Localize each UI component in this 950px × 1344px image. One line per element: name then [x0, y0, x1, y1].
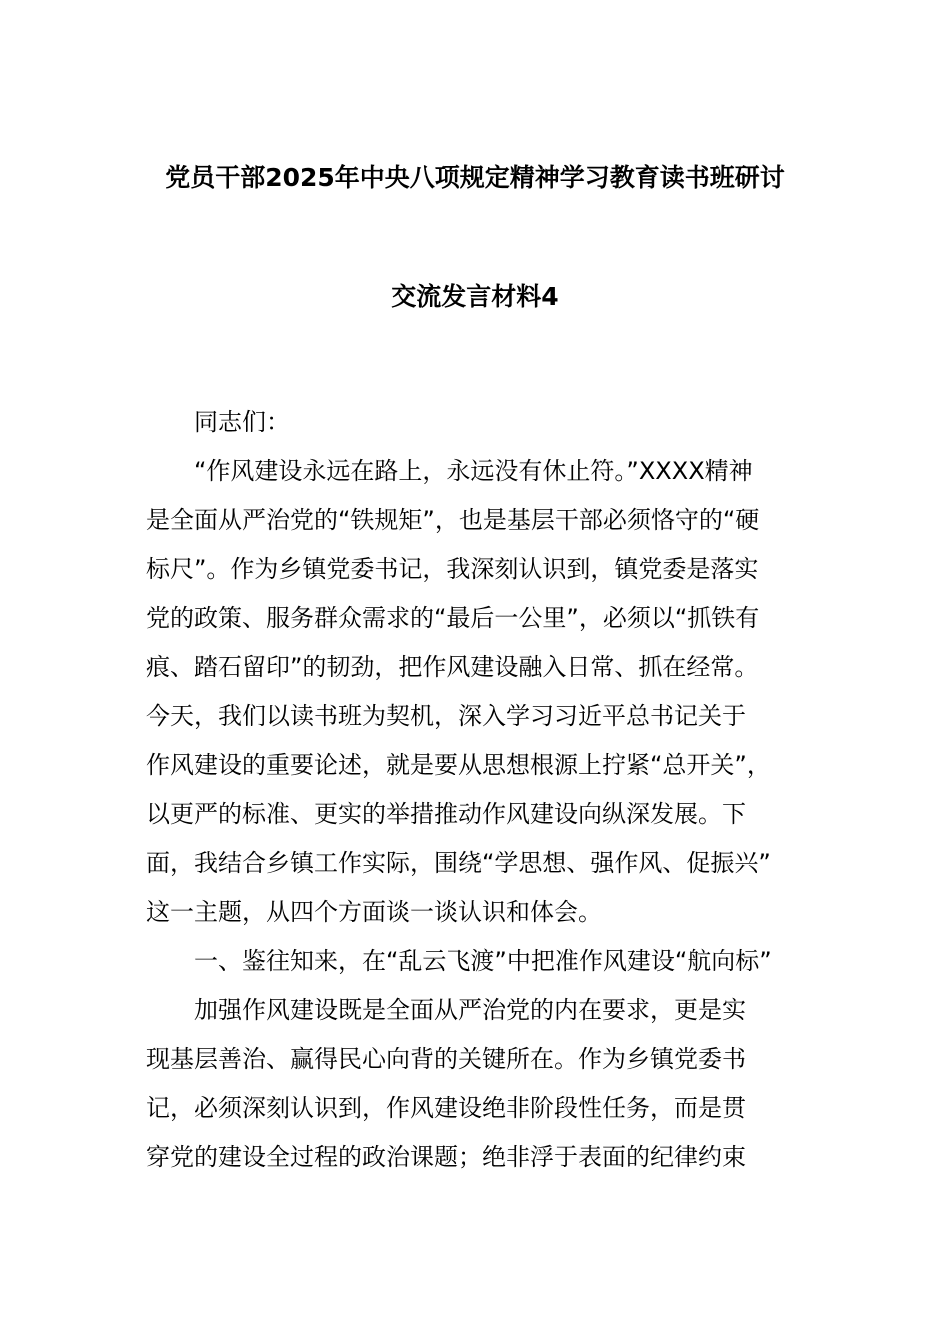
section-heading: 一、鉴往知来，在“乱云飞渡”中把准作风建设“航向标” [194, 947, 772, 975]
salutation: 同志们： [194, 408, 290, 436]
body-line: 现基层善治、赢得民心向背的关键所在。作为乡镇党委书 [146, 1045, 746, 1073]
body-line: 加强作风建设既是全面从严治党的内在要求，更是实 [194, 996, 746, 1024]
body-line: 是全面从严治党的“铁规矩”，也是基层干部必须恪守的“硬 [146, 506, 760, 534]
body-line: 今天，我们以读书班为契机，深入学习习近平总书记关于 [146, 702, 746, 730]
body-line: 党的政策、服务群众需求的“最后一公里”，必须以“抓铁有 [146, 604, 760, 632]
body-line: 记，必须深刻认识到，作风建设绝非阶段性任务，而是贯 [146, 1094, 746, 1122]
body-line: 穿党的建设全过程的政治课题；绝非浮于表面的纪律约束 [146, 1143, 746, 1171]
document-title-line-2: 交流发言材料4 [391, 282, 559, 311]
body-line: 以更严的标准、更实的举措推动作风建设向纵深发展。下 [146, 800, 746, 828]
document-title-line-1: 党员干部2025年中央八项规定精神学习教育读书班研讨 [165, 163, 785, 192]
body-line: 标尺”。作为乡镇党委书记，我深刻认识到，镇党委是落实 [146, 555, 759, 583]
body-line: 作风建设的重要论述，就是要从思想根源上拧紧“总开关”， [146, 751, 771, 779]
body-line: “作风建设永远在路上，永远没有休止符。”XXXX精神 [194, 457, 753, 485]
body-line: 这一主题，从四个方面谈一谈认识和体会。 [146, 898, 602, 926]
body-line: 面，我结合乡镇工作实际，围绕“学思想、强作风、促振兴” [146, 849, 771, 877]
body-line: 痕、踏石留印”的韧劲，把作风建设融入日常、抓在经常。 [146, 653, 759, 681]
